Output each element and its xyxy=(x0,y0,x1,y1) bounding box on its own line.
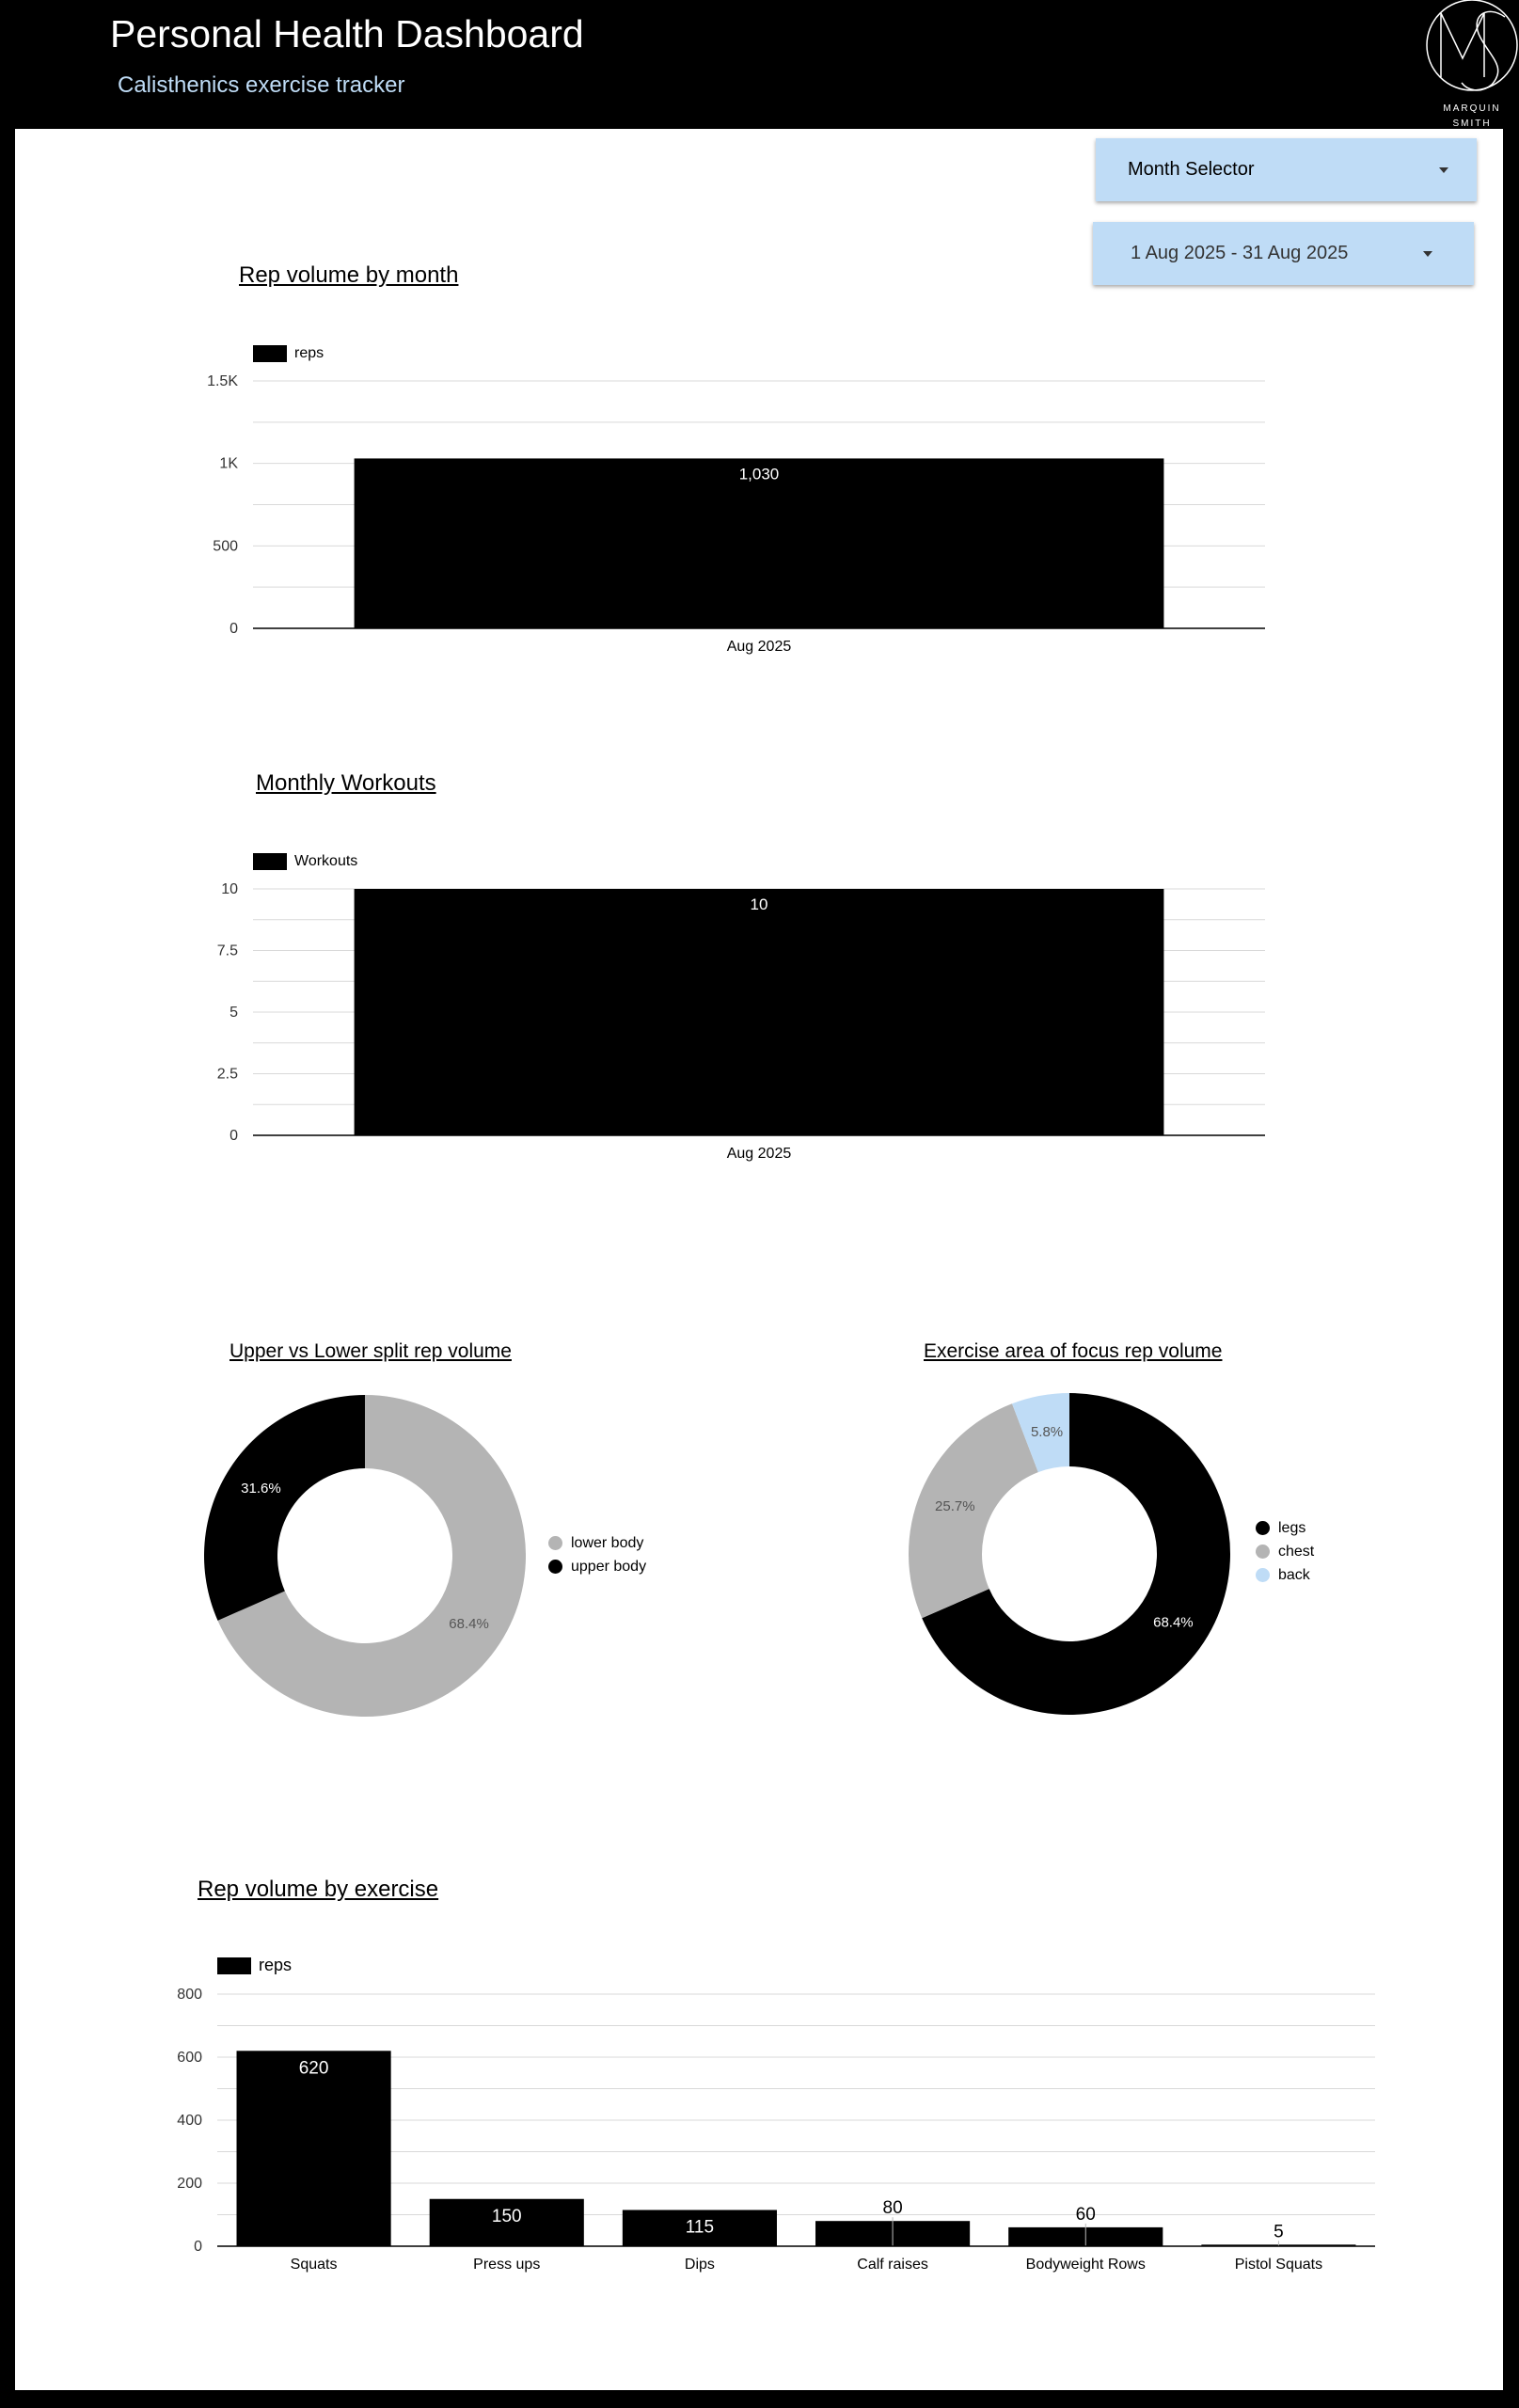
x-tick-label: Dips xyxy=(684,2257,715,2273)
x-tick-label: Calf raises xyxy=(857,2257,928,2273)
slice-label: 68.4% xyxy=(449,1616,489,1633)
y-tick-label: 10 xyxy=(221,881,238,897)
slice-label: 5.8% xyxy=(1030,1424,1064,1441)
legend-label: chest xyxy=(1278,1543,1315,1560)
legend-label: Workouts xyxy=(294,852,358,869)
chart-title-upper-vs-lower: Upper vs Lower split rep volume xyxy=(229,1340,512,1362)
y-tick-label: 0 xyxy=(229,621,238,637)
chart-title-area-of-focus: Exercise area of focus rep volume xyxy=(924,1340,1223,1362)
legend-label: back xyxy=(1278,1566,1310,1583)
x-tick-label: Aug 2025 xyxy=(726,639,792,655)
bar-squats xyxy=(237,2051,391,2246)
legend-label: upper body xyxy=(571,1558,647,1575)
y-tick-label: 7.5 xyxy=(216,943,238,959)
y-tick-label: 5 xyxy=(229,1005,238,1021)
y-tick-label: 0 xyxy=(229,1128,238,1144)
slice-label: 31.6% xyxy=(241,1480,281,1497)
x-tick-label: Aug 2025 xyxy=(726,1146,792,1162)
legend-label: legs xyxy=(1278,1519,1306,1536)
page-subtitle: Calisthenics exercise tracker xyxy=(118,72,405,98)
chart-title-rep-volume-by-month: Rep volume by month xyxy=(239,262,459,288)
data-label: 80 xyxy=(882,2198,903,2219)
y-tick-label: 1K xyxy=(219,455,238,472)
x-tick-label: Pistol Squats xyxy=(1234,2257,1323,2273)
y-tick-label: 0 xyxy=(194,2239,202,2255)
y-tick-label: 200 xyxy=(177,2176,202,2192)
month-selector-label: Month Selector xyxy=(1128,159,1255,180)
x-tick-label: Press ups xyxy=(473,2257,541,2273)
legend-label: lower body xyxy=(571,1534,644,1551)
slice-label: 25.7% xyxy=(935,1497,975,1514)
date-range-label: 1 Aug 2025 - 31 Aug 2025 xyxy=(1131,243,1349,263)
y-tick-label: 2.5 xyxy=(216,1066,238,1083)
data-label: 1,030 xyxy=(738,465,780,483)
data-label: 5 xyxy=(1274,2222,1284,2242)
logo-text-bottom: SMITH xyxy=(1452,119,1492,129)
legend-label: reps xyxy=(294,344,324,361)
data-label: 620 xyxy=(298,2058,329,2079)
y-tick-label: 400 xyxy=(177,2113,202,2129)
logo-text-top: MARQUIN xyxy=(1443,103,1501,114)
y-tick-label: 600 xyxy=(177,2050,202,2066)
page-title: Personal Health Dashboard xyxy=(110,12,584,55)
y-tick-label: 1.5K xyxy=(207,373,238,389)
x-tick-label: Squats xyxy=(290,2257,338,2273)
y-tick-label: 800 xyxy=(177,1987,202,2003)
y-tick-label: 500 xyxy=(213,538,238,555)
data-label: 60 xyxy=(1075,2204,1096,2225)
data-label: 115 xyxy=(685,2217,715,2238)
legend-label: reps xyxy=(259,1956,293,1974)
chart-title-rep-volume-by-exercise: Rep volume by exercise xyxy=(198,1877,439,1902)
slice-label: 68.4% xyxy=(1153,1614,1194,1631)
x-tick-label: Bodyweight Rows xyxy=(1025,2257,1146,2273)
data-label: 10 xyxy=(750,895,768,913)
data-label: 150 xyxy=(491,2206,522,2226)
chart-title-monthly-workouts: Monthly Workouts xyxy=(256,770,436,796)
